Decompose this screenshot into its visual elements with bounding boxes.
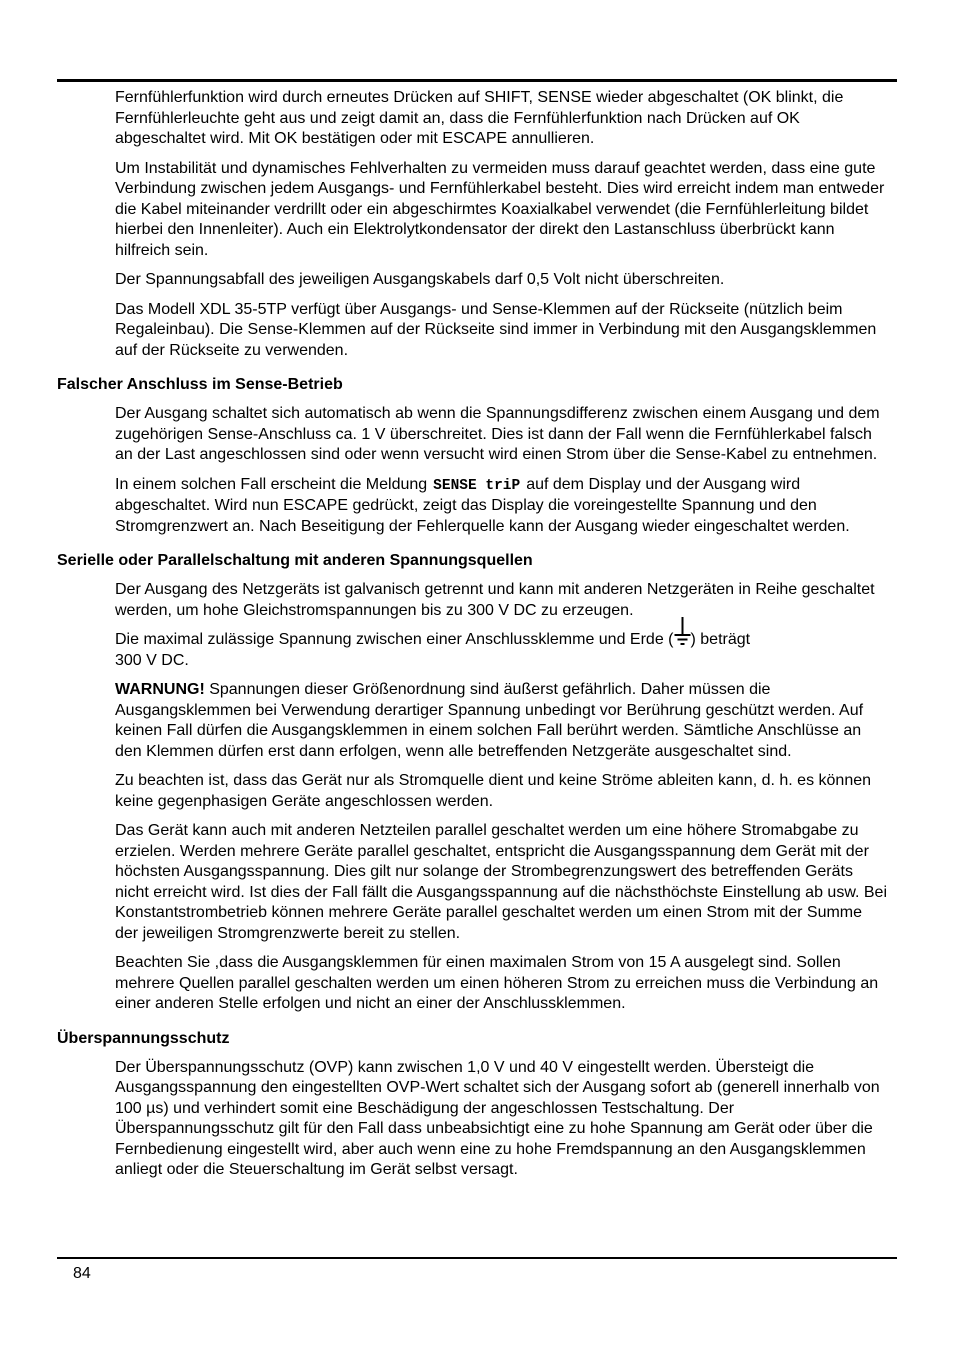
earth-ground-icon (674, 631, 691, 644)
paragraph-text: Die maximal zulässige Spannung zwischen einer Anschlussklemme und Erde ( (115, 631, 674, 648)
page-content (57, 88, 897, 1190)
body-paragraph: Der Überspannungsschutz (OVP) kann zwischen 1,0 V und 40 V eingestellt werden. Übersteigt die Ausgangsspannung den eingestellten OVP-Wert schaltet sich der Ausgang sofort ab (generell innerhalb von 100 µs) und verhindert somit eine Beschädigung der angeschlossen Testschaltung. Der Überspannungsschutz gilt für den Fall dass unbeabsichtigt eine zu hohe Spannung am Gerät oder über die Fernbedienung eingestellt wird, aber auch wenn eine zu hohe Fremdspannung an den Ausgangsklemmen anliegt oder die Steuerschaltung im Gerät selbst versagt. (115, 1058, 880, 1178)
section-heading-sense-fault: Falscher Anschluss im Sense-Betrieb (57, 376, 343, 393)
body-paragraph (115, 475, 887, 538)
warning-label: WARNUNG! (115, 681, 205, 698)
section-heading-series-parallel: Serielle oder Parallelschaltung mit anderen Spannungsquellen (57, 552, 533, 569)
body-paragraph: Zu beachten ist, dass das Gerät nur als Stromquelle dient und keine Ströme ableiten kann, d. h. es können keine gegenphasigen Geräte angeschlossen werden. (115, 772, 872, 810)
display-message-text: SENSE triP (433, 477, 521, 494)
body-paragraph: Das Modell XDL 35-5TP verfügt über Ausgangs- und Sense-Klemmen auf der Rückseite (nützlich beim Regaleinbau). Die Sense-Klemmen auf der Rückseite sind immer in Verbindung mit den Ausgangsklemmen auf der Rückseite zu verwenden. (115, 300, 877, 359)
paragraph-text: auf dem Display und der Ausgang wird abgeschaltet. Wird nun ESCAPE gedrückt, zeigt das Display die voreingestellte Spannung und den Stromgrenzwert an. Nach Beseitigung der Fehlerquelle kann der Ausgang wieder eingeschaltet werden. (115, 475, 850, 535)
body-paragraph: Um Instabilität und dynamisches Fehlverhalten zu vermeiden muss darauf geachtet werden, dass eine gute Verbindung zwischen jedem Ausgangs- und Fernfühlerkabel besteht. Dies wird erreicht indem man entweder die Kabel miteinander verdrillt oder ein abgeschirmtes Koaxialkabel verwendet (die Fernfühlerleitung bildet hierbei den Innenleiter). Auch ein Elektrolytkondensator der direkt den Lastanschluss überbrückt kann hilfreich sein. (115, 159, 885, 259)
page-number: 84 (73, 1265, 91, 1282)
body-paragraph: Der Ausgang des Netzgeräts ist galvanisch getrennt und kann mit anderen Netzgeräten in Reihe geschaltet werden, um hohe Gleichstromspannungen bis zu 300 V DC zu erzeugen. (115, 581, 875, 619)
paragraph-text: ) beträgt (690, 631, 751, 648)
footer-rule (57, 1257, 897, 1259)
body-paragraph (115, 630, 887, 671)
paragraph-text: 300 V DC. (115, 651, 189, 669)
body-paragraph: Der Spannungsabfall des jeweiligen Ausgangskabels darf 0,5 Volt nicht überschreiten. (115, 271, 725, 288)
paragraph-text: In einem solchen Fall erscheint die Meldung (115, 475, 428, 493)
body-paragraph: Das Gerät kann auch mit anderen Netzteilen parallel geschaltet werden um eine höhere Stromabgabe zu erzielen. Werden mehrere Geräte parallel geschaltet, entspricht die Ausgangsspannung dem Gerät mit der höchsten Ausgangsspannung. Dies gilt nur solange der Strombegrenzungswert des betreffenden Geräts nicht erreicht wird. Ist dies der Fall fällt die Ausgangsspannung auf die nächsthöchste Einstellung ab usw. Bei Konstantstrombetrieb können mehrere Geräte parallel geschaltet werden um einen Strom mit der Summe der jeweiligen Stromgrenzwerte bereit zu stellen. (115, 822, 888, 942)
paragraph-text: Spannungen dieser Größenordnung sind äußerst gefährlich. Daher müssen die Ausgangsklemmen bei Verwendung derartiger Spannung unbedingt vor Berührung geschützt werden. Auf keinen Fall dürfen die Ausgangsklemmen in einem solchen Fall berührt werden. Sämtliche Anschlüsse an den Klemmen dürfen erst dann erfolgen, wenn alle betreffenden Netzgeräte ausgeschaltet sind. (115, 681, 864, 760)
body-paragraph: Fernfühlerfunktion wird durch erneutes Drücken auf SHIFT, SENSE wieder abgeschaltet (OK blinkt, die Fernfühlerleuchte geht aus und zeigt damit an, dass die Fernfühlerfunktion nach Drücken auf OK abgeschaltet wird. Mit OK bestätigen oder mit ESCAPE annullieren. (115, 89, 844, 147)
section-heading-ovp: Überspannungsschutz (57, 1029, 230, 1047)
body-paragraph: Beachten Sie ,dass die Ausgangsklemmen für einen maximalen Strom von 15 A ausgelegt sind. Sollen mehrere Quellen parallel geschalten werden um einen höheren Strom zu erreichen muss die Verbindung an einer anderen Stelle erfolgen und nicht an einer der Anschlussklemmen. (115, 954, 879, 1012)
body-paragraph: Der Ausgang schaltet sich automatisch ab wenn die Spannungsdifferenz zwischen einem Ausgang und dem zugehörigen Sense-Anschluss ca. 1 V überschreitet. Dies ist dann der Fall wenn die Fernfühlerkabel falsch an der Last angeschlossen sind oder wenn versucht wird einen Strom über die Sense-Kabel zu entnehmen. (115, 405, 880, 463)
warning-paragraph (115, 680, 887, 762)
top-rule (57, 79, 897, 82)
